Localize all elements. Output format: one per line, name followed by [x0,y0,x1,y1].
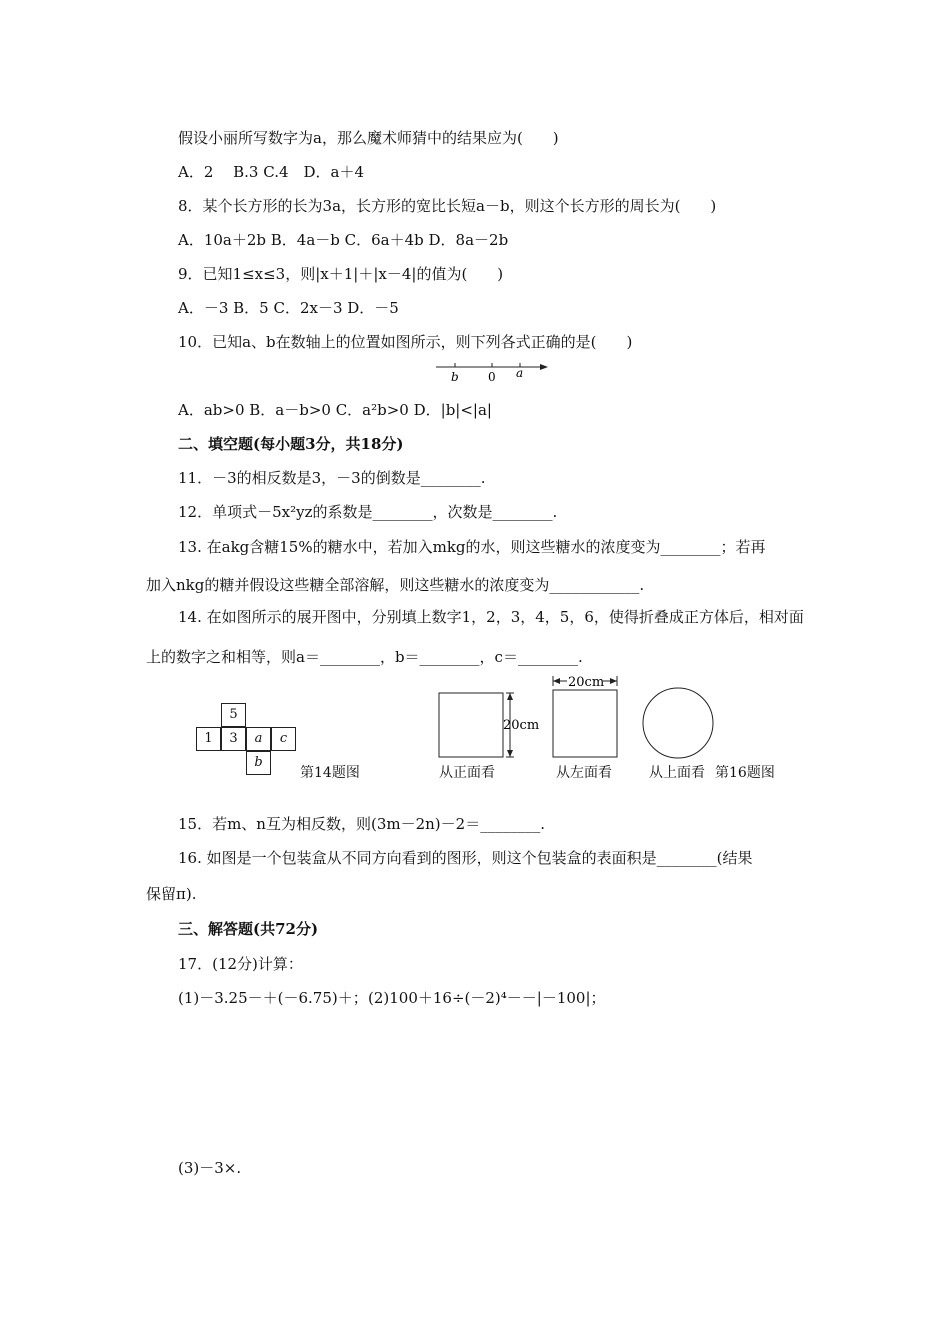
number-line-arrow [540,364,548,370]
label-a: a [516,366,524,380]
q17-part1: (1)－3.25－＋(－6.75)＋； [178,989,368,1007]
net-cell-top: 5 [221,703,246,727]
q13-line1: 13. 在akg含糖15%的糖水中，若加入mkg的水，则这些糖水的浓度变为________；若再 [178,538,766,556]
q9-stem: 9．已知1≤x≤3，则|x＋1|＋|x－4|的值为( ) [178,265,504,283]
net-cell-a: a [246,727,271,751]
net-cell-bottom: b [246,751,271,775]
width-label: 20cm [568,675,605,690]
q10-options: A．ab>0 B．a－b>0 C．a²b>0 D．|b|<|a| [178,401,492,419]
net-cell-center: 3 [221,727,246,751]
number-line-figure [430,356,555,384]
q10-stem: 10．已知a、b在数轴上的位置如图所示，则下列各式正确的是( ) [178,333,633,351]
q17-part3: (3)－3×. [178,1159,242,1177]
left-view-label: 从左面看 [556,765,612,781]
q9-options: A．－3 B．5 C．2x－3 D．－5 [178,299,399,317]
section3-heading: 三、解答题(共72分) [178,920,319,938]
q11: 11．－3的相反数是3，－3的倒数是________. [178,469,486,487]
fig16-caption: 第16题图 [715,765,775,781]
q16-line1: 16. 如图是一个包装盒从不同方向看到的图形，则这个包装盒的表面积是________(结果 [178,849,753,867]
section2-heading: 二、填空题(每小题3分，共18分) [178,435,404,453]
q14-line1: 14. 在如图所示的展开图中，分别填上数字1，2，3，4，5，6，使得折叠成正方体后，相对面 [178,608,804,626]
q7-options: A．2 B.3 C.4 D．a＋4 [178,163,365,181]
left-view-rect [553,690,617,757]
net-cell-left: 1 [196,727,221,751]
q17-stem: 17．(12分)计算： [178,955,303,973]
q13-line2: 加入nkg的糖并假设这些糖全部溶解，则这些糖水的浓度变为____________. [146,576,645,594]
label-b: b [451,370,459,384]
q15: 15．若m、n互为相反数，则(3m－2n)－2＝________. [178,815,545,833]
q14-line2: 上的数字之和相等，则a＝________，b＝________，c＝________. [146,648,583,666]
top-view-circle [643,688,713,758]
net-cell-c: c [271,727,296,751]
label-zero: 0 [488,370,496,384]
front-view-label: 从正面看 [439,765,495,781]
q16-line2: 保留π). [146,885,197,903]
fig14-caption: 第14题图 [300,765,360,781]
height-label: 20cm [503,718,540,733]
three-views-figure [430,670,730,770]
q8-stem: 8．某个长方形的长为3a，长方形的宽比长短a－b，则这个长方形的周长为( ) [178,197,717,215]
q17-part2: (2)100＋16÷(－2)⁴－－|－100|； [368,989,606,1007]
q12: 12．单项式－5x²yz的系数是________，次数是________. [178,503,558,521]
q7-stem: 假设小丽所写数字为a，那么魔术师猜中的结果应为( ) [178,129,559,147]
top-view-label: 从上面看 [649,765,705,781]
q8-options: A．10a＋2b B．4a－b C．6a＋4b D．8a－2b [178,231,509,249]
front-view-square [439,693,503,757]
